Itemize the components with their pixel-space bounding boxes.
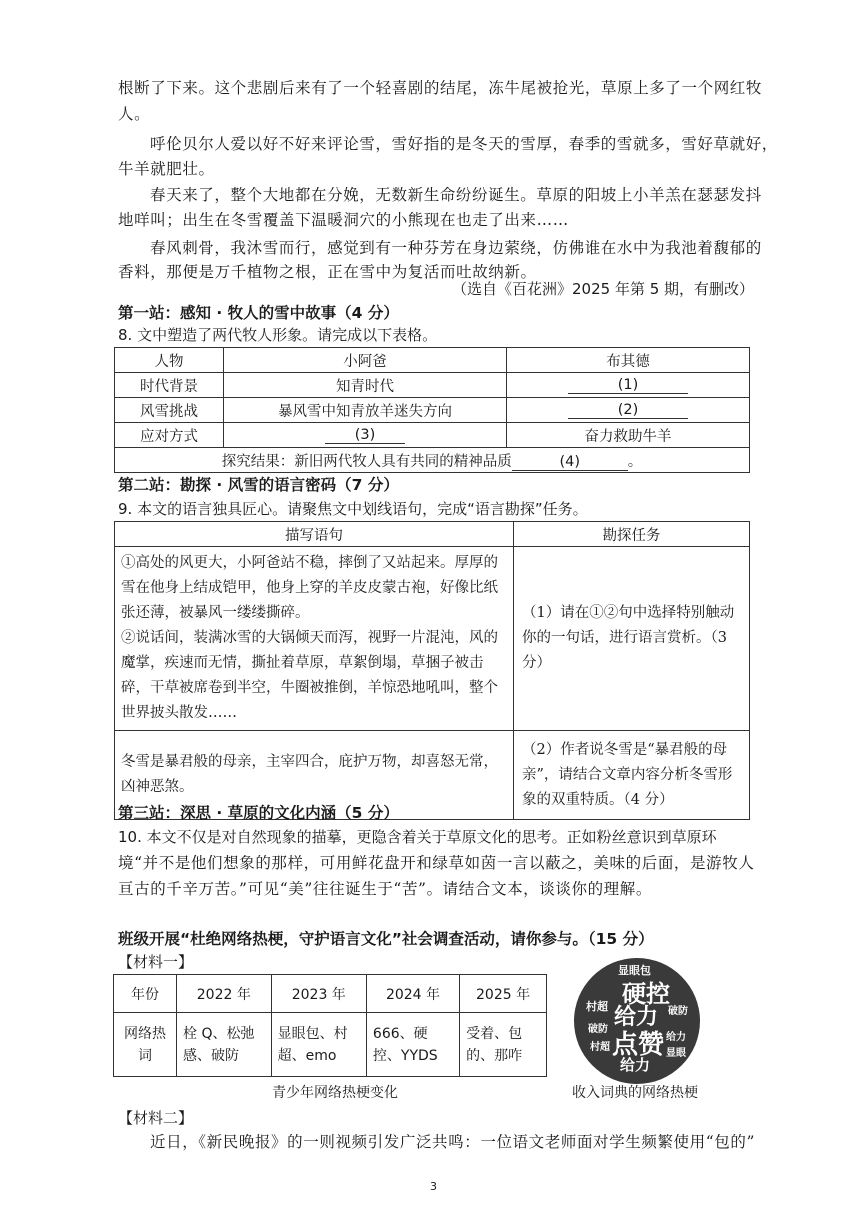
cloud-word: 点赞 [612,1030,665,1060]
question-8: 8. 文中塑造了两代牧人形象。请完成以下表格。 [118,326,438,344]
table-cell: 奋力救助牛羊 [507,423,750,448]
story-line: 呼伦贝尔人爱以好不好来评论雪，雪好指的是冬天的雪厚，春季的雪就多，雪好草就好， [150,135,778,153]
table-header: 2025 年 [460,975,547,1013]
cloud-word: 给力 [614,1005,659,1030]
table-header: 2024 年 [366,975,459,1013]
question-9: 9. 本文的语言独具匠心。请聚焦文中划线语句，完成“语言勘探”任务。 [118,500,588,518]
story-line: 根断了下来。这个悲剧后来有了一个轻喜剧的结尾，冻牛尾被抢光，草原上多了一个网红牧 [118,79,763,97]
activity-heading: 班级开展“杜绝网络热梗，守护语言文化”社会调查活动，请你参与。（15 分） [118,930,654,948]
word-cloud-image [574,958,700,1084]
table-cell: 知青时代 [224,373,507,398]
table-cell: 时代背景 [115,373,224,398]
result-row [115,448,750,473]
source-note: （选自《百花洲》2025 年第 5 期，有删改） [452,280,755,298]
answer-blank[interactable] [507,373,750,398]
sentence-1: ①高处的风更大，小阿爸站不稳，摔倒了又站起来。厚厚的雪在他身上结成铠甲，他身上穿的羊皮皮蒙古袍，好像比纸张还薄，被暴风一缕缕撕碎。 [121,555,498,621]
station3-heading: 第三站：深思 · 草原的文化内涵（5 分） [118,804,399,822]
result-suffix: 。 [627,453,643,470]
table-cell: 暴风雪中知青放羊迷失方向 [224,398,507,423]
table-header: 描写语句 [115,522,514,547]
cloud-caption: 收入词典的网络热梗 [572,1085,698,1101]
cloud-word: 给力 [666,1032,686,1043]
table-header: 人物 [115,348,224,373]
story-line: 香料，那便是万千植物之根，正在雪中为复活而吐故纳新。 [118,263,537,281]
station1-heading: 第一站：感知 · 牧人的雪中故事（4 分） [118,304,399,322]
cloud-word: 破防 [668,1006,688,1017]
answer-blank[interactable] [224,423,507,448]
story-line: 地咩叫；出生在冬雪覆盖下温暖洞穴的小熊现在也走了出来…… [118,211,569,229]
cloud-word: 破防 [588,1024,608,1035]
task-cell [514,547,750,731]
station2-heading: 第二站：勘探 · 风雪的语言密码（7 分） [118,476,399,494]
material-2-text: 近日，《新民晚报》的一则视频引发广泛共鸣：一位语文老师面对学生频繁使用“包的” [150,1133,756,1151]
task-1: （1）请在①②句中选择特别触动你的一句话，进行语言赏析。（3 分） [522,605,735,671]
table-header: 年份 [114,975,177,1013]
result-prefix: 探究结果：新旧两代牧人具有共同的精神品质 [221,453,512,470]
story-line: 牛羊就肥壮。 [118,160,215,178]
question-10: 10. 本文不仅是对自然现象的描摹，更隐含着关于草原文化的思考。正如粉丝意识到草原环 [118,828,717,846]
table-cell: 栓 Q、松弛感、破防 [177,1013,272,1077]
question-10: 亘古的千辛万苦。”可见“美”往往诞生于“苦”。请结合文本，谈谈你的理解。 [118,880,652,898]
page-number: 3 [430,1180,437,1193]
cloud-word: 硬控 [622,980,670,1008]
table-cell: 显眼包、村超、emo [271,1013,366,1077]
cloud-word: 村超 [590,1042,610,1053]
cloud-word: 显眼 [666,1048,686,1059]
question-10: 境“并不是他们想象的那样，可用鲜花盘开和绿草如茵一言以蔽之，美味的后面，是游牧人 [118,854,755,872]
story-line: 春风刺骨，我沐雪而行，感觉到有一种芬芳在身边萦绕，仿佛谁在水中为我池着馥郁的 [150,239,762,257]
sentence-3: 冬雪是暴君般的母亲，主宰四合，庇护万物，却喜怒无常，凶神恶煞。 [121,754,498,795]
material-1-label: 【材料一】 [118,953,194,971]
table-header: 勘探任务 [514,522,750,547]
table-caption: 青少年网络热梗变化 [272,1085,398,1101]
table-header: 2023 年 [271,975,366,1013]
table-q9 [114,521,750,820]
table-cell: 受着、包的、那咋 [460,1013,547,1077]
table-q8 [114,347,750,473]
cloud-word: 村超 [586,1000,608,1013]
table-header: 2022 年 [177,975,272,1013]
blank-4[interactable]: (4) [512,454,628,471]
cloud-word: 给力 [620,1056,651,1074]
table-header: 小阿爸 [224,348,507,373]
row-label: 网络热词 [114,1013,177,1077]
sentence-2: ②说话间，装满冰雪的大锅倾天而泻，视野一片混沌，风的魔掌，疾速而无情，撕扯着草原，草絮倒塌，草捆子被击碎，干草被席卷到半空，牛圈被推倒，羊惊恐地吼叫，整个世界披头散发…… [121,630,498,721]
table-header: 布其德 [507,348,750,373]
cloud-word: 显眼包 [618,964,651,977]
table-cell: 666、硬控、YYDS [366,1013,459,1077]
blank-2: (2) [568,402,688,419]
material-2-label: 【材料二】 [118,1109,194,1127]
sentence-cell [115,547,514,731]
story-line: 春天来了，整个大地都在分娩，无数新生命纷纷诞生。草原的阳坡上小羊羔在瑟瑟发抖 [150,186,762,204]
task-cell [514,731,750,820]
table-cell: 应对方式 [115,423,224,448]
table-cell: 风雪挑战 [115,398,224,423]
table-material1 [113,974,547,1077]
blank-1: (1) [568,377,688,394]
blank-3: (3) [325,427,405,444]
answer-blank[interactable] [507,398,750,423]
story-line: 人。 [118,105,151,123]
task-2: （2）作者说冬雪是“暴君般的母亲”，请结合文章内容分析冬雪形象的双重特质。（4 分） [522,741,733,808]
